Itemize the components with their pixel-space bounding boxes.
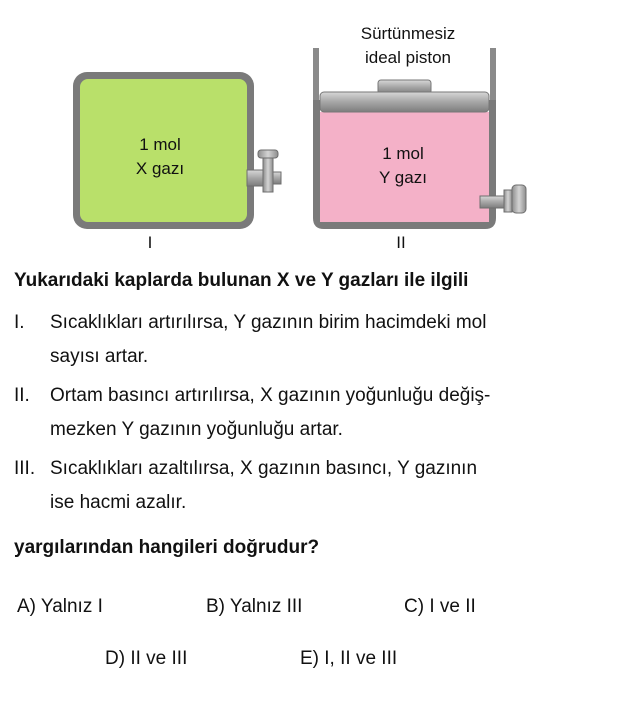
option-a[interactable]: A) Yalnız I (17, 596, 103, 617)
statement-1-number: I. (14, 312, 25, 333)
piston-label-line2: ideal piston (364, 48, 451, 67)
piston-label-line1: Sürtünmesiz (360, 24, 456, 43)
question-ending: yargılarından hangileri doğrudur? (14, 537, 320, 558)
guide-rod-left (313, 48, 319, 103)
container-1-gas: X gazı (135, 159, 185, 178)
option-d[interactable]: D) II ve III (105, 648, 188, 669)
question-intro: Yukarıdaki kaplarda bulunan X ve Y gazları ile ilgili (14, 270, 469, 291)
option-c[interactable]: C) I ve II (404, 596, 476, 617)
container-1-label (100, 133, 220, 181)
statement-2-line2: mezken Y gazının yoğunluğu artar. (50, 419, 343, 440)
statement-3-line2: ise hacmi azalır. (50, 492, 187, 513)
container-2-label (343, 142, 463, 190)
container-2-amount: 1 mol (382, 144, 424, 163)
guide-rod-right (490, 48, 496, 103)
statement-3-number: III. (14, 458, 36, 479)
option-b[interactable]: B) Yalnız III (206, 596, 303, 617)
option-e[interactable]: E) I, II ve III (300, 648, 398, 669)
container-2-gas: Y gazı (379, 168, 427, 187)
container-1-amount: 1 mol (139, 135, 181, 154)
container-1-roman: I (147, 233, 153, 252)
statement-1-line1: Sıcaklıkları artırılırsa, Y gazının birim hacimdeki mol (50, 312, 487, 333)
statement-2-line1: Ortam basıncı artırılırsa, X gazının yoğunluğu değiş- (50, 385, 491, 406)
container-2 (313, 48, 496, 229)
piston-icon (320, 80, 489, 112)
statement-1-line2: sayısı artar. (50, 346, 149, 367)
figure (0, 0, 617, 262)
piston-label (340, 22, 476, 70)
container-2-roman: II (396, 233, 406, 252)
statement-3-line1: Sıcaklıkları azaltılırsa, X gazının basıncı, Y gazının (50, 458, 478, 479)
containers-illustration (0, 0, 617, 262)
statement-2-number: II. (14, 385, 30, 406)
